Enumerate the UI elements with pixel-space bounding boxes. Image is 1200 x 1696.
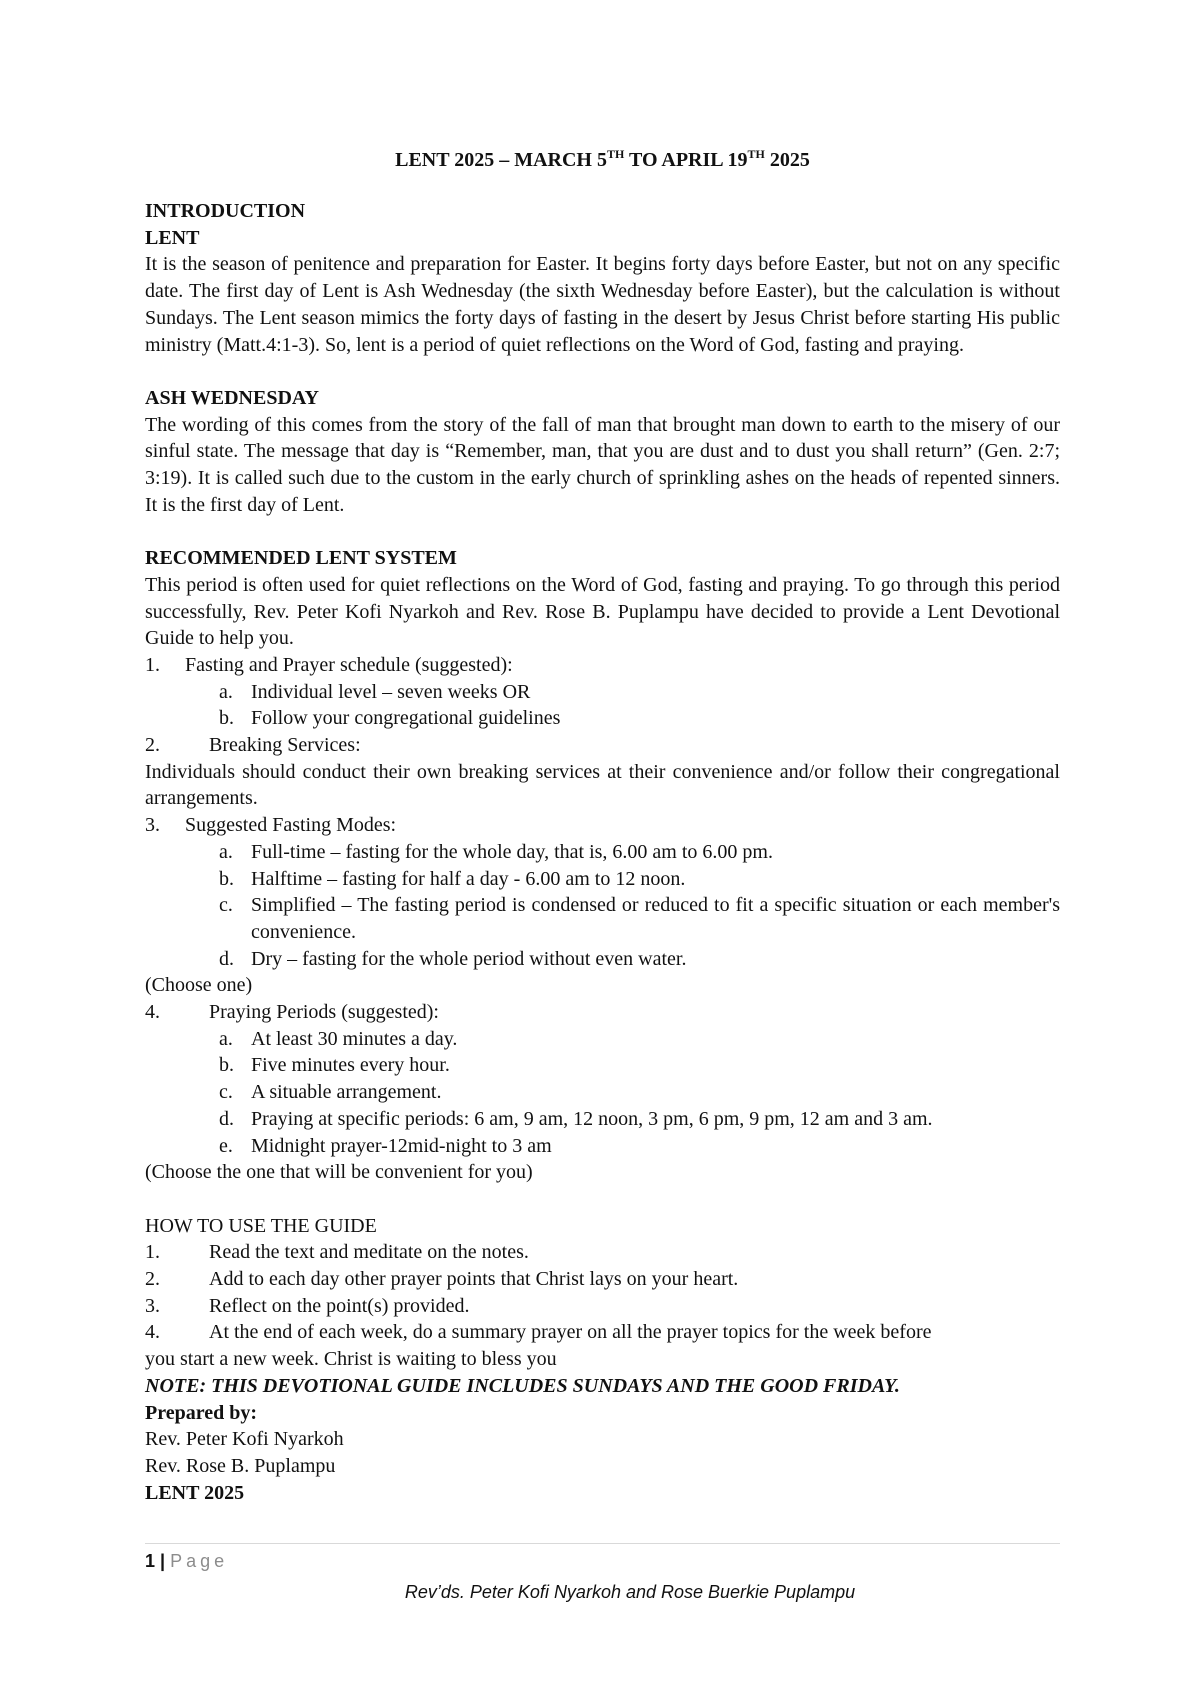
prepared-by-label: Prepared by: xyxy=(145,1401,258,1424)
list-item: 3. Reflect on the point(s) provided. xyxy=(145,1294,470,1317)
sub-list-item: a. Individual level – seven weeks OR xyxy=(219,680,531,703)
sub-list-item: b. Five minutes every hour. xyxy=(219,1054,450,1077)
sub-list-item: d. Praying at specific periods: 6 am, 9 am, 12 noon, 3 pm, 6 pm, 9 pm, 12 am and 3 am. xyxy=(219,1107,933,1130)
choose-one-note: (Choose one) xyxy=(145,974,253,997)
paragraph-lent-system: This period is often used for quiet reflections on the Word of God, fasting and praying. To go through this period successfully, Rev. Peter Kofi Nyarkoh and Rev. Rose B. Puplampu have decided to provide a Lent Devotional Guide to help you. xyxy=(145,573,1060,650)
choose-convenient-note: (Choose the one that will be convenient for you) xyxy=(145,1161,533,1184)
sub-list-item: a. At least 30 minutes a day. xyxy=(219,1027,458,1050)
author-name: Rev. Peter Kofi Nyarkoh xyxy=(145,1428,344,1451)
sub-list-item: e. Midnight prayer-12mid-night to 3 am xyxy=(219,1134,552,1157)
footer-divider xyxy=(145,1543,1060,1544)
paragraph-lent: It is the season of penitence and preparation for Easter. It begins forty days before Easter, but not on any specific date. The first day of Lent is Ash Wednesday (the sixth Wednesday before Easter), but the calculation is without Sundays. The Lent season mimics the forty days of fasting in the desert by Jesus Christ before starting His public ministry (Matt.4:1-3). So, lent is a period of quiet reflections on the Word of God, fasting and praying. xyxy=(145,253,1060,356)
heading-ash-wednesday: ASH WEDNESDAY xyxy=(145,386,319,409)
sub-list-item: b. Halftime – fasting for half a day - 6.00 am to 12 noon. xyxy=(219,867,686,890)
heading-lent: LENT xyxy=(145,226,200,249)
list-item: 1. Read the text and meditate on the notes. xyxy=(145,1241,529,1264)
document-title: LENT 2025 – MARCH 5TH TO APRIL 19TH 2025 xyxy=(395,147,810,171)
closing-lent-2025: LENT 2025 xyxy=(145,1481,245,1504)
sub-list-item: a. Full-time – fasting for the whole day, that is, 6.00 am to 6.00 pm. xyxy=(219,840,773,863)
heading-introduction: INTRODUCTION xyxy=(145,200,306,222)
paragraph-ash-wednesday: The wording of this comes from the story of the fall of man that brought man down to earth to the misery of our sinful state. The message that day is “Remember, man, that you are dust and to dust you shall return” (Gen. 2:7; 3:19). It is called such due to the custom in the early church of sprinkling ashes on the heads of repented sinners. It is the first day of Lent. xyxy=(145,413,1060,516)
sub-list-item: d. Dry – fasting for the whole period without even water. xyxy=(219,947,687,970)
heading-lent-system: RECOMMENDED LENT SYSTEM xyxy=(145,547,457,570)
sub-list-item: c. A situable arrangement. xyxy=(219,1081,442,1104)
list-item: 4. Praying Periods (suggested): xyxy=(145,1001,439,1024)
heading-how-to-use: HOW TO USE THE GUIDE xyxy=(145,1214,377,1237)
list-item: 2. Add to each day other prayer points that Christ lays on your heart. xyxy=(145,1268,739,1291)
page-number: 1 | Page xyxy=(145,1551,229,1571)
document-body xyxy=(145,198,1060,1506)
footer-authors: Rev’ds. Peter Kofi Nyarkoh and Rose Buerkie Puplampu xyxy=(404,1582,856,1602)
list-item: 3. Suggested Fasting Modes: xyxy=(145,814,397,837)
paragraph-breaking-services: Individuals should conduct their own breaking services at their convenience and/or follow their congregational arrangements. xyxy=(145,760,1060,810)
list-item: 4. At the end of each week, do a summary prayer on all the prayer topics for the week before xyxy=(145,1321,932,1344)
note-devotional-guide: NOTE: THIS DEVOTIONAL GUIDE INCLUDES SUNDAYS AND THE GOOD FRIDAY. xyxy=(145,1374,900,1397)
list-item: 2. Breaking Services: xyxy=(145,734,361,757)
sub-list-item: b. Follow your congregational guidelines xyxy=(219,707,561,730)
author-name: Rev. Rose B. Puplampu xyxy=(145,1455,336,1477)
list-item: 1. Fasting and Prayer schedule (suggested): xyxy=(145,653,513,676)
guide-continuation: you start a new week. Christ is waiting to bless you xyxy=(145,1348,557,1371)
sub-list-item: c. Simplified – The fasting period is condensed or reduced to fit a specific situation or each member's convenience. xyxy=(219,894,1060,943)
